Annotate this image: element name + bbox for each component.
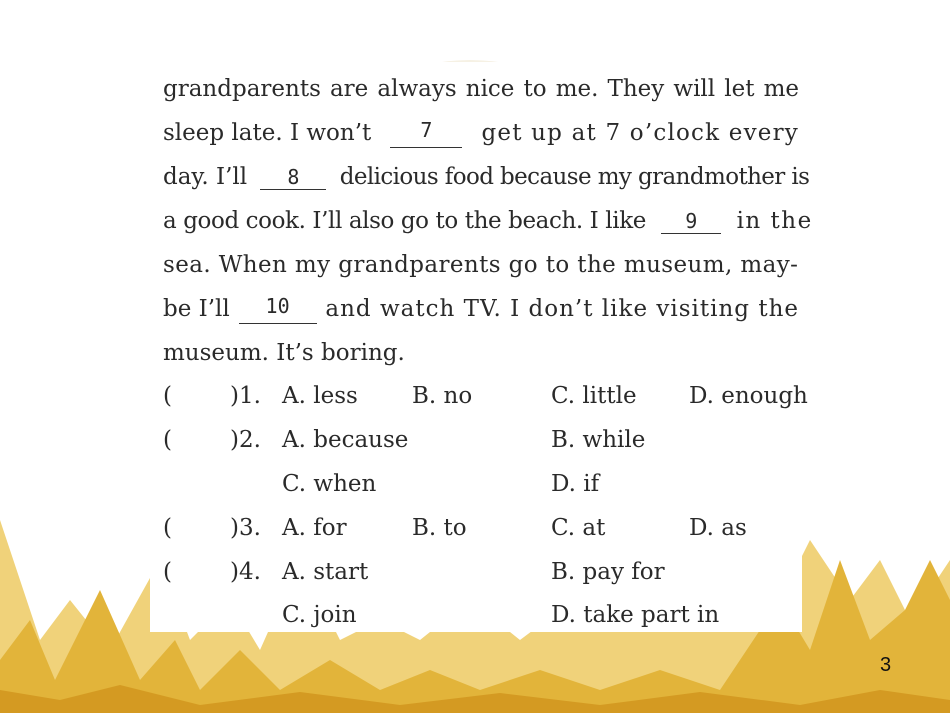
passage-line-3 [163, 162, 810, 192]
word: always [377, 76, 457, 102]
word: let [724, 76, 755, 102]
option-b[interactable]: B. pay for [551, 559, 665, 585]
text-segment: get up at 7 o’clock every [481, 120, 799, 146]
option-d[interactable]: D. take part in [551, 602, 720, 628]
option-c[interactable]: C. join [282, 602, 357, 628]
option-c[interactable]: C. at [551, 515, 606, 541]
option-b[interactable]: B. while [551, 427, 646, 453]
option-c[interactable]: C. when [282, 471, 377, 497]
word: are [329, 76, 369, 102]
question-number: )1. [230, 383, 261, 409]
text-segment: delicious food because my grandmother is [339, 164, 810, 190]
option-a[interactable]: A. for [282, 515, 347, 541]
answer-paren[interactable]: ( [163, 559, 172, 585]
passage-line-4 [163, 206, 813, 236]
blank-10[interactable]: 10 [239, 294, 317, 324]
blank-8[interactable]: 8 [260, 165, 326, 190]
word: to [523, 76, 547, 102]
answer-paren[interactable]: ( [163, 515, 172, 541]
option-b[interactable]: B. to [412, 515, 467, 541]
option-d[interactable]: D. as [689, 515, 747, 541]
passage-line-1 [163, 74, 799, 104]
option-a[interactable]: A. because [282, 427, 409, 453]
option-a[interactable]: A. start [282, 559, 369, 585]
option-d[interactable]: D. enough [689, 383, 808, 409]
passage-line-5: sea. When my grandparents go to the museum, may- [163, 252, 799, 278]
question-number: )3. [230, 515, 261, 541]
word: will [673, 76, 716, 102]
word: They [607, 76, 665, 102]
answer-paren[interactable]: ( [163, 427, 172, 453]
page-number: 3 [880, 654, 892, 676]
word: grandparents [163, 76, 321, 102]
option-a[interactable]: A. less [282, 383, 358, 409]
passage-line-7: museum. It’s boring. [163, 340, 405, 366]
blank-7[interactable]: 7 [390, 118, 462, 148]
text-segment: sleep late. I won’t [163, 120, 372, 146]
word: nice [465, 76, 515, 102]
question-number: )4. [230, 559, 261, 585]
option-b[interactable]: B. no [412, 383, 473, 409]
word: me [763, 76, 799, 102]
question-number: )2. [230, 427, 261, 453]
text-segment: a good cook. I’ll also go to the beach. I like [163, 208, 646, 234]
text-segment: and watch TV. I don’t like visiting the [325, 296, 799, 322]
text-segment: day. I’ll [163, 164, 248, 190]
text-segment: be I’ll [163, 296, 230, 322]
option-c[interactable]: C. little [551, 383, 637, 409]
passage-line-2 [163, 118, 799, 148]
answer-paren[interactable]: ( [163, 383, 172, 409]
text-segment: in the [736, 208, 813, 234]
word: me. [555, 76, 599, 102]
option-d[interactable]: D. if [551, 471, 600, 497]
blank-9[interactable]: 9 [661, 209, 721, 234]
passage-line-6 [163, 294, 799, 324]
